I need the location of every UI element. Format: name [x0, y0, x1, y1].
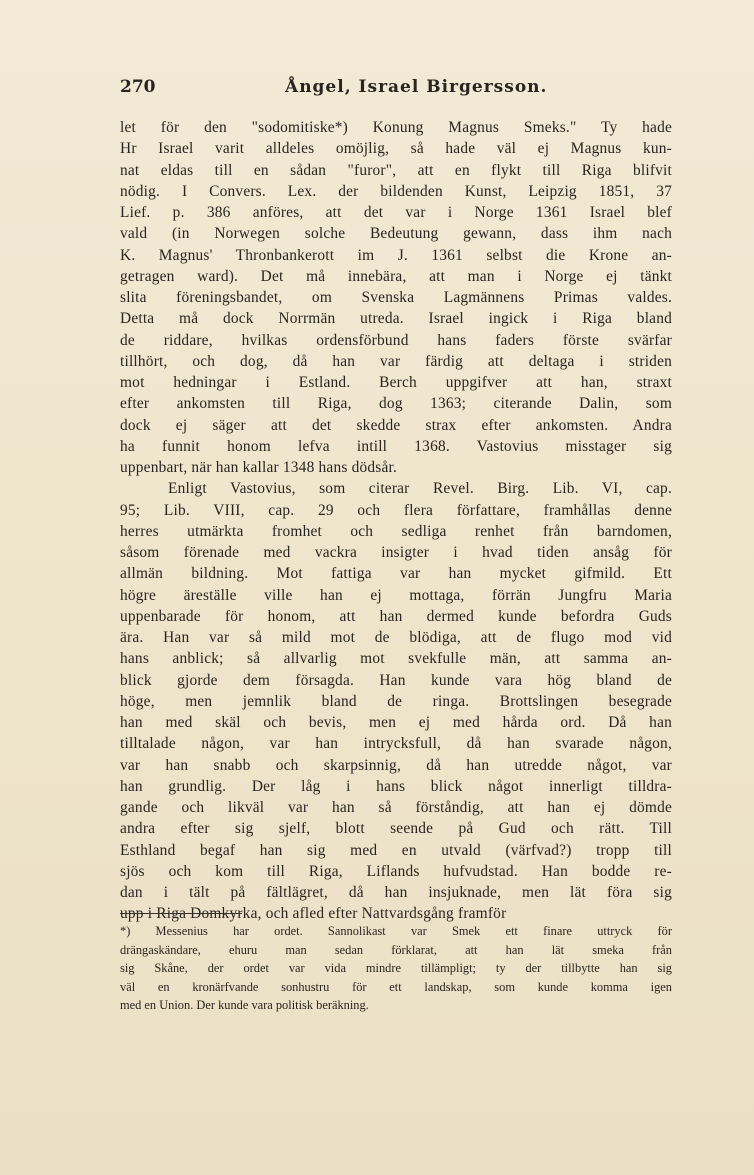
- text-line: vald (in Norwegen solche Bedeutung gewann, dass ihm nach: [120, 225, 672, 243]
- footnote-rule: [120, 913, 242, 914]
- text-line: blick gjorde dem försagda. Han kunde vara hög bland de: [120, 671, 672, 689]
- text-line: Detta må dock Norrmän utreda. Israel ingick i Riga bland: [120, 310, 672, 328]
- text-line: Enligt Vastovius, som citerar Revel. Birg. Lib. VI, cap.: [168, 480, 672, 498]
- text-line: gande och likväl var han så förståndig, att han ej dömde: [120, 799, 672, 816]
- text-line: allmän bildning. Mot fattiga var han mycket gifmild. Ett: [120, 565, 672, 583]
- text-line: nödig. I Convers. Lex. der bildenden Kunst, Leipzig 1851, 37: [120, 182, 672, 200]
- page-number: 270: [120, 77, 156, 97]
- text-line: nat eldas till en sådan "furor", att en flykt till Riga blifvit: [120, 161, 672, 179]
- footnote-line: väl en kronärfvande sonhustru för ett landskap, som kunde komma igen: [120, 979, 672, 994]
- text-line: högre äreställe ville han ej mottaga, förrän Jungfru Maria: [120, 586, 672, 604]
- footnote-line: drängaskändare, ehuru man sedan förklarat, att han lät smeka från: [120, 942, 672, 957]
- text-line: mot hedningar i Estland. Berch uppgifver att han, straxt: [120, 374, 672, 391]
- text-line: höge, men jemnlik bland de ringa. Brottslingen besegrade: [120, 692, 672, 710]
- footnote-line: sig Skåne, der ordet var vida mindre tillämpligt; ty der tillbytte han sig: [120, 961, 672, 975]
- text-line: 95; Lib. VIII, cap. 29 och flera författare, framhållas denne: [120, 501, 672, 519]
- text-line: de riddare, hvilkas ordensförbund hans faders förste svärfar: [120, 331, 672, 349]
- text-line: getragen ward). Det må innebära, att man i Norge ej tänkt: [120, 267, 672, 285]
- text-line: herres utmärkta fromhet och sedliga renhet från barndomen,: [120, 522, 672, 540]
- text-line: sjös och kom till Riga, Liflands hufvudstad. Han bodde re-: [120, 862, 672, 880]
- text-line: såsom förenade med vackra insigter i hvad tiden ansåg för: [120, 544, 672, 561]
- text-line: dock ej säger att det skedde strax efter ankomsten. Andra: [120, 416, 672, 434]
- text-line: var han snabb och skarpsinnig, då han utredde något, var: [120, 756, 672, 774]
- text-line: han grundlig. Der låg i hans blick något innerligt tilldra-: [120, 777, 672, 795]
- text-line: tillhört, och dog, då han var färdig att deltaga i striden: [120, 352, 672, 370]
- footnote-line: *) Messenius har ordet. Sannolikast var Smek ett finare uttryck för: [120, 924, 672, 938]
- text-line: K. Magnus' Thronbankerott im J. 1361 selbst die Krone an-: [120, 246, 672, 264]
- body-text: [120, 117, 672, 925]
- footnote: [120, 922, 672, 1015]
- footnote-line: med en Union. Der kunde vara politisk beräkning.: [120, 998, 369, 1012]
- text-line: efter ankomsten till Riga, dog 1363; citerande Dalin, som: [120, 395, 672, 413]
- text-line: Esthland begaf han sig med en utvald (värfvad?) tropp till: [120, 841, 672, 859]
- text-line: Lief. p. 386 anföres, att det var i Norge 1361 Israel blef: [120, 204, 672, 221]
- text-line: andra efter sig sjelf, blott seende på Gud och rätt. Till: [120, 820, 672, 838]
- text-line: ära. Han var så mild mot de blödiga, att de flugo mod vid: [120, 629, 672, 646]
- text-line: let för den "sodomitiske*) Konung Magnus Smeks." Ty hade: [120, 119, 672, 136]
- text-line: uppenbarade för honom, att han dermed kunde befordra Guds: [120, 607, 672, 625]
- text-line: slita föreningsbandet, om Svenska Lagmännens Primas valdes.: [120, 289, 672, 306]
- text-line: uppenbart, när han kallar 1348 hans dödsår.: [120, 459, 398, 476]
- text-line: tilltalade någon, var han intrycksfull, då han svarade någon,: [120, 735, 672, 753]
- text-line: hans anblick; så allvarlig mot svekfulle män, att samma an-: [120, 650, 672, 668]
- text-line: dan i tält på fältlägret, då han insjuknade, men lät föra sig: [120, 884, 672, 901]
- running-title: Ångel, Israel Birgersson.: [285, 77, 548, 97]
- text-line: upp i Riga Domkyrka, och afled efter Nattvardsgång framför: [120, 905, 507, 923]
- text-line: ha funnit honom lefva intill 1368. Vastovius misstager sig: [120, 437, 672, 455]
- text-line: Hr Israel varit alldeles omöjlig, så hade väl ej Magnus kun-: [120, 140, 672, 158]
- text-line: han med skäl och bevis, men ej med hårda ord. Då han: [120, 714, 672, 731]
